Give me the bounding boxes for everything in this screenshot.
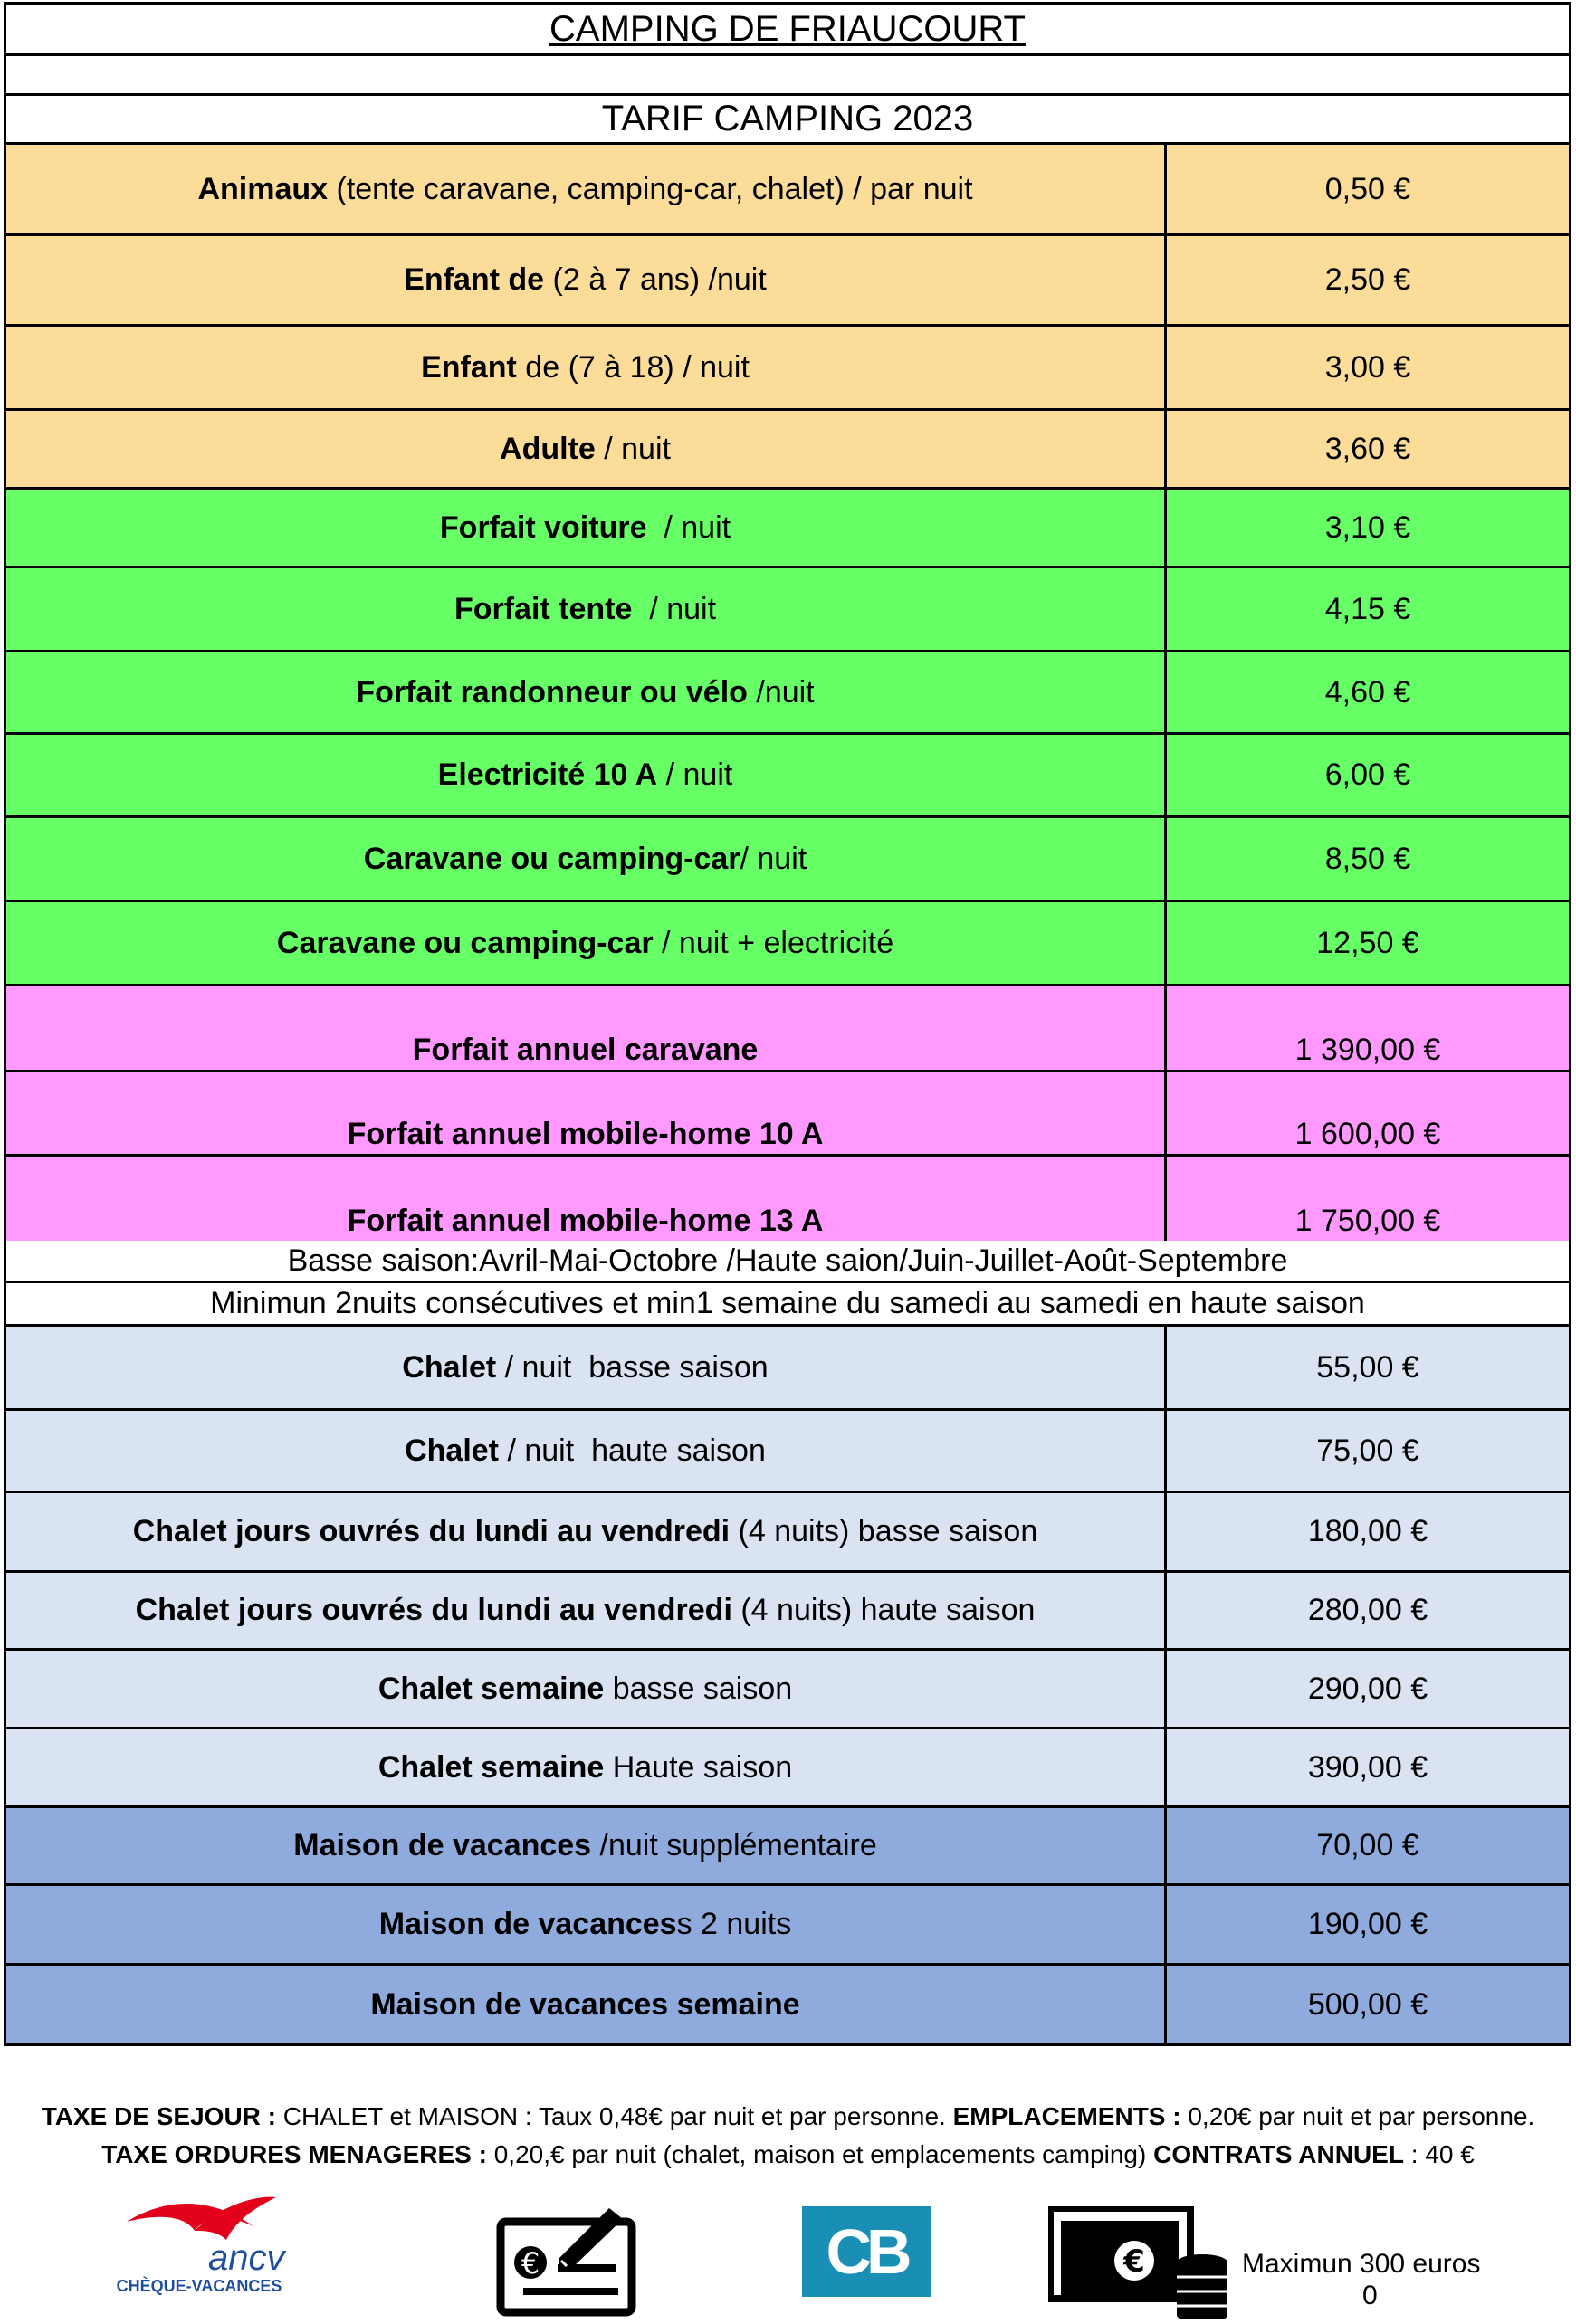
row-label-rest: / nuit basse saison (496, 1349, 769, 1385)
row-label-bold: Forfait tente (454, 591, 633, 626)
table-row (6, 1886, 1569, 1966)
table-row (6, 1966, 1569, 2043)
contrats-text: : 40 € (1403, 2140, 1475, 2168)
cash-icon (1048, 2206, 1234, 2319)
row-price: 1 750,00 € (1294, 1204, 1441, 1238)
row-label-rest: /nuit supplémentaire (591, 1828, 877, 1862)
table-row (6, 236, 1569, 327)
row-label-rest: Haute saison (604, 1749, 793, 1785)
row-label-bold: Chalet semaine (377, 1749, 605, 1785)
row-label-rest: / nuit haute saison (499, 1433, 766, 1468)
emplacements-text: 0,20€ par nuit et par personne. (1180, 2102, 1535, 2130)
table-row (6, 1327, 1569, 1411)
tariff-table (6, 145, 1569, 1241)
row-label-rest: / nuit (657, 757, 733, 792)
row-label-bold: Maison de vacances semaine (370, 1986, 800, 2022)
row-price: 290,00 € (1307, 1671, 1428, 1706)
table-row (6, 1411, 1569, 1493)
row-label (6, 1411, 1167, 1491)
svg-text:€: € (521, 2246, 540, 2281)
row-label-rest: basse saison (604, 1671, 793, 1706)
table-row (6, 652, 1569, 735)
cb-logo (802, 2206, 931, 2297)
ancv-bird-icon (109, 2190, 290, 2272)
row-label (6, 818, 1167, 900)
subtitle-row (6, 96, 1569, 145)
row-price: 500,00 € (1307, 1986, 1428, 2022)
table-row (6, 735, 1569, 818)
row-price: 3,10 € (1324, 510, 1411, 545)
blank-row (6, 56, 1569, 96)
row-label (6, 327, 1167, 408)
ordures-text: 0,20,€ par nuit (chalet, maison et emplacements camping) (486, 2140, 1154, 2168)
row-price: 3,60 € (1324, 431, 1411, 466)
table-row (6, 986, 1569, 1072)
row-label (6, 145, 1167, 233)
title-row (6, 5, 1569, 56)
table-row (6, 568, 1569, 652)
row-price: 2,50 € (1324, 262, 1411, 297)
minimum-note-row (6, 1283, 1569, 1327)
row-label (6, 902, 1167, 984)
row-price: 390,00 € (1307, 1749, 1428, 1785)
row-label (6, 1729, 1167, 1805)
row-label (6, 652, 1167, 732)
row-label (6, 1157, 1167, 1241)
table-row (6, 1808, 1569, 1886)
row-label-bold: Enfant de (404, 262, 545, 297)
row-label (6, 1966, 1167, 2043)
row-price: 6,00 € (1324, 757, 1411, 792)
row-label-bold: Caravane ou camping-car (276, 925, 654, 960)
tax-sejour-text: CHALET et MAISON : Taux 0,48€ par nuit et par personne. (276, 2102, 953, 2130)
row-label (6, 490, 1167, 566)
table-row (6, 411, 1569, 490)
cash-limit-text-2: 0 (1362, 2281, 1378, 2310)
row-label-bold: Chalet semaine (377, 1671, 605, 1706)
chalet-table (6, 1327, 1569, 2043)
row-label-rest: s 2 nuits (676, 1907, 792, 1941)
ancv-logo (109, 2190, 290, 2317)
row-label (6, 1327, 1167, 1408)
row-price: 0,50 € (1324, 171, 1411, 206)
table-row (6, 818, 1569, 902)
season-note-row (6, 1241, 1569, 1283)
ancv-name: ancv (208, 2238, 285, 2272)
row-price: 8,50 € (1324, 841, 1411, 876)
row-price: 3,00 € (1324, 349, 1411, 385)
season-note: Basse saison:Avril-Mai-Octobre /Haute saion/Juin-Juillet-Août-Septembre (287, 1243, 1288, 1278)
minimum-note: Minimun 2nuits consécutives et min1 semaine du samedi au samedi en haute saison (210, 1286, 1365, 1320)
svg-text:€: € (1123, 2243, 1145, 2280)
row-label-rest: de (7 à 18) / nuit (516, 349, 750, 385)
row-label-bold: Forfait annuel caravane (412, 1033, 759, 1067)
row-label (6, 411, 1167, 487)
row-label (6, 1808, 1167, 1883)
row-price: 280,00 € (1307, 1593, 1428, 1627)
emplacements-label: EMPLACEMENTS : (952, 2102, 1181, 2130)
table-row (6, 327, 1569, 411)
row-label-rest: (2 à 7 ans) /nuit (544, 262, 767, 297)
row-label-bold: Forfait voiture (439, 510, 647, 545)
table-row (6, 1072, 1569, 1157)
row-label (6, 568, 1167, 650)
row-label (6, 1651, 1167, 1727)
tax-line-2 (0, 2136, 1576, 2174)
table-row (6, 1573, 1569, 1651)
row-label-rest: (4 nuits) haute saison (731, 1593, 1036, 1627)
tax-line-1 (0, 2098, 1576, 2136)
row-price: 1 600,00 € (1294, 1117, 1441, 1151)
row-price: 180,00 € (1307, 1514, 1428, 1548)
row-label-rest: / nuit (595, 431, 671, 466)
tariff-subtitle: TARIF CAMPING 2023 (601, 99, 974, 138)
row-label-bold: Chalet jours ouvrés du lundi au vendredi (132, 1514, 731, 1548)
tax-footer (0, 2098, 1576, 2174)
table-row (6, 1651, 1569, 1729)
tax-sejour-label: TAXE DE SEJOUR : (41, 2102, 276, 2130)
table-row (6, 902, 1569, 986)
table-row (6, 145, 1569, 236)
row-price: 75,00 € (1316, 1433, 1419, 1468)
row-label-bold: Caravane ou camping-car (363, 841, 740, 876)
row-label-rest: / nuit (646, 510, 731, 545)
row-label (6, 236, 1167, 324)
row-label-bold: Adulte (500, 431, 596, 466)
row-label-rest: (4 nuits) basse saison (730, 1514, 1038, 1548)
page-title: CAMPING DE FRIAUCOURT (549, 8, 1026, 49)
row-price: 4,15 € (1324, 591, 1411, 626)
contrats-label: CONTRATS ANNUEL (1153, 2140, 1404, 2168)
row-price: 1 390,00 € (1294, 1033, 1441, 1067)
row-label-bold: Electricité 10 A (437, 757, 658, 792)
row-label-bold: Maison de vacances (293, 1828, 592, 1862)
tariff-sheet (4, 2, 1571, 2046)
table-row (6, 1729, 1569, 1808)
row-label-bold: Animaux (197, 171, 329, 206)
cheque-icon (496, 2208, 641, 2317)
row-price: 190,00 € (1307, 1907, 1428, 1941)
row-price: 70,00 € (1316, 1828, 1419, 1862)
row-label-rest: / nuit (632, 591, 717, 626)
row-label (6, 1573, 1167, 1648)
cb-text: CB (826, 2216, 907, 2287)
row-label-bold: Chalet (405, 1433, 500, 1468)
row-label-bold: Chalet (402, 1349, 497, 1385)
row-label (6, 986, 1167, 1070)
row-label-bold: Forfait annuel mobile-home 13 A (347, 1204, 824, 1238)
row-label-bold: Forfait annuel mobile-home 10 A (347, 1117, 824, 1151)
row-label-bold: Chalet jours ouvrés du lundi au vendredi (135, 1593, 732, 1627)
row-label (6, 1886, 1167, 1963)
row-label-rest: /nuit (747, 674, 815, 710)
row-label-bold: Maison de vacances (378, 1907, 677, 1941)
ordures-label: TAXE ORDURES MENAGERES : (101, 2140, 487, 2168)
ancv-subtitle: CHÈQUE-VACANCES (116, 2277, 282, 2295)
row-label-rest: / nuit (740, 841, 807, 876)
row-label (6, 1072, 1167, 1154)
row-label (6, 1493, 1167, 1570)
table-row (6, 1493, 1569, 1573)
row-label-rest: / nuit + electricité (653, 925, 894, 960)
row-price: 12,50 € (1316, 925, 1419, 960)
row-label-bold: Forfait randonneur ou vélo (356, 674, 748, 710)
table-row (6, 490, 1569, 568)
cash-limit-text: Maximun 300 euros (1242, 2249, 1481, 2279)
row-price: 55,00 € (1316, 1349, 1419, 1385)
row-label-rest: (tente caravane, camping-car, chalet) / par nuit (328, 171, 973, 206)
row-label (6, 735, 1167, 815)
row-price: 4,60 € (1324, 674, 1411, 710)
row-label-bold: Enfant (421, 349, 517, 385)
table-row (6, 1157, 1569, 1241)
